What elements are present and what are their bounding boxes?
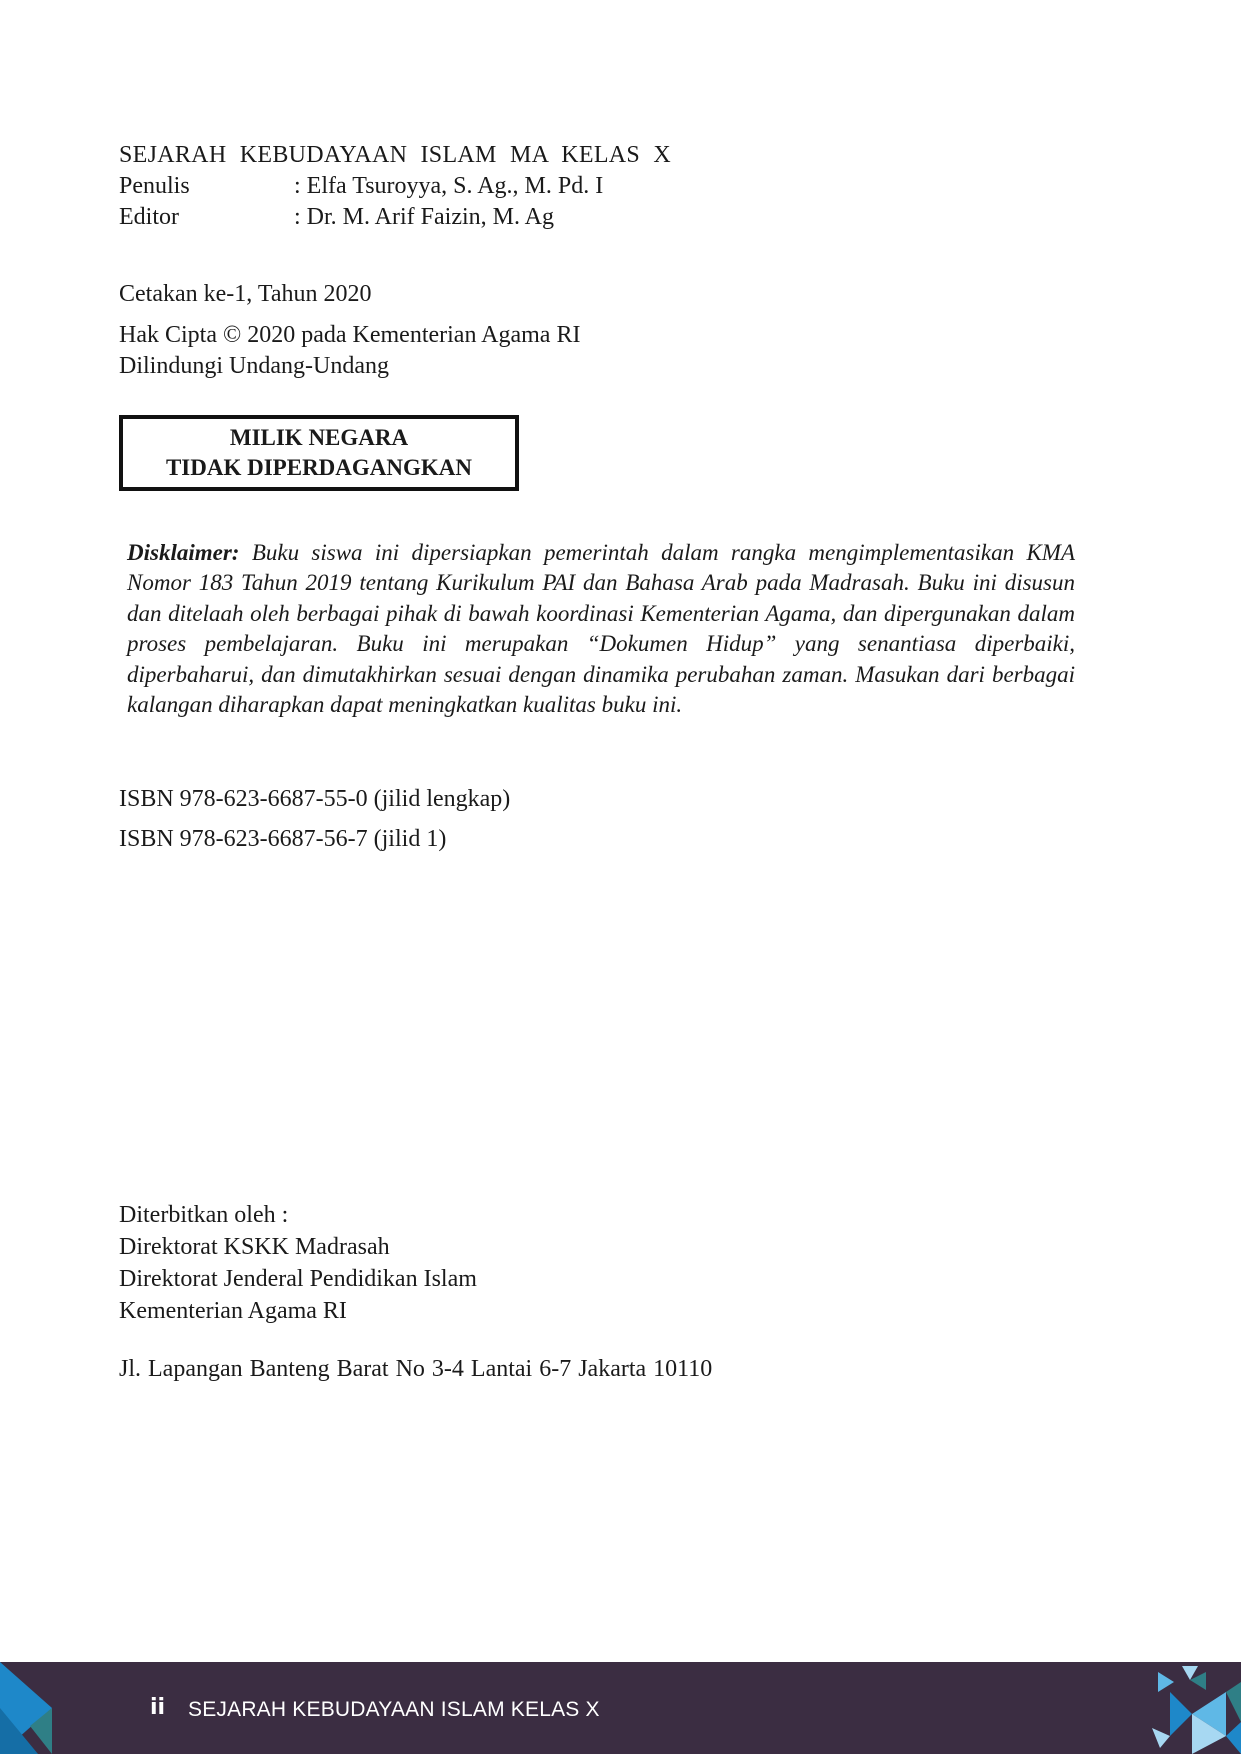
disclaimer-label: Disklaimer: (127, 540, 240, 565)
writer-value: : Elfa Tsuroyya, S. Ag., M. Pd. I (294, 173, 604, 199)
writer-row (119, 171, 603, 202)
disclaimer-paragraph (127, 538, 1075, 720)
publisher-line-2: Direktorat Jenderal Pendidikan Islam (119, 1266, 477, 1292)
edition-info: Cetakan ke-1, Tahun 2020 (119, 281, 372, 307)
page-number: ii (150, 1695, 166, 1720)
writer-label: Penulis (119, 173, 190, 199)
disclaimer-text: Buku siswa ini dipersiapkan pemerintah dalam rangka mengimplementasikan KMA Nomor 183 Tahun 2019 tentang Kurikulum PAI dan Bahasa Arab pada Madrasah. Buku ini disusun dan ditelaah oleh berbagai pihak di bawah koordinasi Kementerian Agama, dan dipergunakan dalam proses pembelajaran. Buku ini merupakan “Dokumen Hidup” yang senantiasa diperbaiki, diperbaharui, dan dimutakhirkan sesuai dengan dinamika perubahan zaman. Masukan dari berbagai kalangan diharapkan dapat meningkatkan kualitas buku ini. (127, 540, 1076, 718)
footer-bar (0, 1662, 1241, 1754)
stamp-line-1: MILIK NEGARA (229, 425, 409, 450)
publisher-line-3: Kementerian Agama RI (119, 1298, 347, 1324)
legal-protection-notice: Dilindungi Undang-Undang (119, 353, 389, 379)
publisher-line-1: Direktorat KSKK Madrasah (119, 1234, 390, 1260)
isbn-complete-set: ISBN 978-623-6687-55-0 (jilid lengkap) (119, 786, 511, 812)
editor-label: Editor (119, 204, 179, 230)
footer-left-triangles-icon (0, 1662, 60, 1754)
footer-running-title: SEJARAH KEBUDAYAAN ISLAM KELAS X (188, 1698, 600, 1721)
editor-row (119, 202, 554, 233)
isbn-volume-1: ISBN 978-623-6687-56-7 (jilid 1) (119, 826, 447, 852)
publisher-heading: Diterbitkan oleh : (119, 1202, 289, 1228)
state-property-stamp (119, 415, 519, 491)
stamp-line-2: TIDAK DIPERDAGANGKAN (165, 455, 473, 480)
footer-right-triangles-icon (1130, 1662, 1241, 1754)
publisher-address: Jl. Lapangan Banteng Barat No 3-4 Lantai 6-7 Jakarta 10110 (119, 1356, 713, 1382)
book-title: SEJARAH KEBUDAYAAN ISLAM MA KELAS X (119, 142, 671, 168)
editor-value: : Dr. M. Arif Faizin, M. Ag (294, 204, 555, 230)
copyright-notice: Hak Cipta © 2020 pada Kementerian Agama RI (119, 322, 581, 348)
